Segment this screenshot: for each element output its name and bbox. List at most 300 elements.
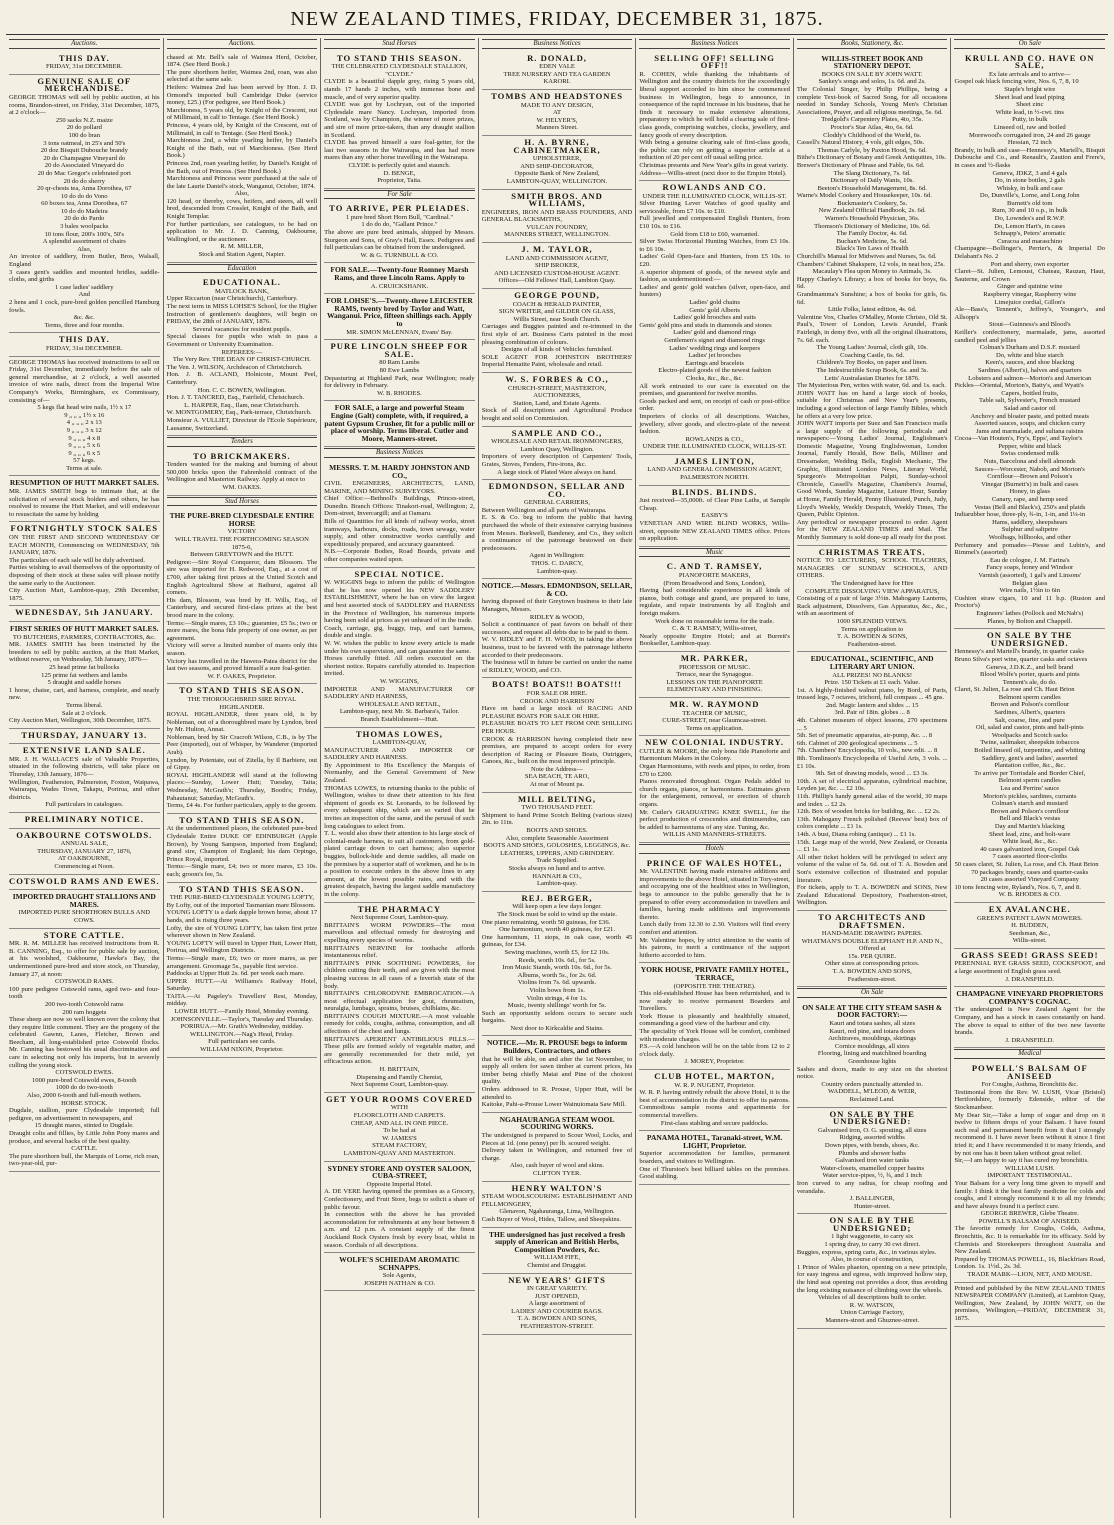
ad-line: Putty, in bulk <box>1012 116 1048 124</box>
ad-line: Lambton Quay, Wellington. <box>520 445 594 453</box>
ad-line: CIVIL ENGINEERS, ARCHITECTS, LAND, MARINE, AND MINING SURVEYORS. <box>324 480 475 495</box>
advertisement <box>9 729 160 745</box>
ad-line: Manners Street. <box>536 124 578 132</box>
ad-line: 7 cases assorted floor-cloths <box>992 853 1067 861</box>
ad-line: First-class stabling and secure paddocks. <box>660 1119 769 1127</box>
advertisement <box>639 1070 790 1131</box>
ad-line: Cassell's Natural History, 4 vols, gilt edges, 50s. <box>796 139 925 147</box>
ad-line: Hunter-street. <box>854 1202 891 1210</box>
ad-line: The favorite remedy for Coughs, Colds, Asthma, Bronchitis, &c. It is remarkable for its efficacy. Sold by Chemists and Storekeepers throughout Australia and New Zealand. <box>954 1225 1106 1256</box>
ad-line: 120 head, or thereby, cows, heifers, and steers, all well bred, descended from Crosslet, Knight of the Bath, and Knight Templar. <box>166 197 318 221</box>
ad-line: My Dear Sir,—Take a lump of sugar and drop on it twelve to fifteen drops of your Balsam. I have found such real and permanent benefit from it that I strongly recommend it. I have never been without it since I first tried it; and I have recommended it to many friends, and by not one has it been taken without great relief. <box>954 1111 1106 1157</box>
advertisement <box>167 450 318 496</box>
ad-line: Saddlery, gent's and ladies', assorted <box>981 754 1078 762</box>
ad-heading: ON SALE BY THE UNDERSIGNED: <box>829 1108 915 1127</box>
ad-line: Whisky, in bulk and case <box>996 184 1063 192</box>
ad-heading: FOR SALE.—Twenty-four Romney Marsh Rams, and three Lincoln Rams. Apply to <box>330 265 469 283</box>
ad-line: WADDELL, M'LEOD, & WEIR, <box>828 1088 917 1096</box>
ad-line: 10 do do do Vono <box>60 192 108 200</box>
ad-line: Carriages and Buggies painted and re-trimmed in the first style of art. Business Carts painted in the most pleasing combination of colours. <box>481 323 633 346</box>
ad-line: Ladies' and gents' gold watches (silver, open-face, and hunters) <box>639 283 790 299</box>
ad-line: LESSONS ON THE PIANOFORTE <box>666 678 763 686</box>
ad-line: Music, twenty shillings' worth for 5s. <box>507 1002 607 1010</box>
advertisement <box>482 1228 633 1274</box>
ad-heading: H. A. BYRNE, CABINETMAKER, <box>513 136 601 155</box>
ad-line: Ale—Bass's, Tennent's, Jeffrey's, Younger's, and Allsopp's <box>954 306 1106 321</box>
ad-line: MANNERS STREET, WELLINGTON. <box>504 231 610 239</box>
advertisement <box>639 963 790 1070</box>
ad-line: 25 head prime fat bullocks <box>49 663 120 671</box>
advertisement <box>167 814 318 883</box>
ad-line: TO BUTCHERS, FARMERS, CONTRACTORS, &c. <box>12 633 156 641</box>
ad-line: Between Wellington and all parts of Wairarapa. <box>481 506 607 514</box>
ad-line: Burnett's old tom <box>1007 199 1053 207</box>
ad-line: 20 qr-chests tea, Anna Dorothea, 67 <box>37 185 132 193</box>
ad-line: CLYDE is a beautiful dapple grey, rising 5 years old, stands 17 hands 2 inches, with immense bone and muscle, and of very superior quality. <box>324 78 475 101</box>
ad-line: Pianos renovated throughout. Organ Pedals added to church organs, pianos, or harmoniums. Estimates given for the enlargement, removal, or erection of church organs. <box>639 778 790 809</box>
ad-line: 9 „ „ „ 4 x 8 <box>68 434 101 442</box>
ad-line: CHEAP, AND ALL IN ONE PIECE. <box>350 1119 449 1127</box>
advertisement <box>9 813 160 829</box>
ad-line: Sankey's songs and solos, 1s. 6d. and 2s. <box>818 78 926 86</box>
ad-line: Galvanised iron water tanks <box>835 1157 910 1165</box>
ad-line: D. BENGE, <box>383 169 416 177</box>
ad-line: YOUNG LOFTY is a dark dapple brown horse, about 17 hands, and is rising three years. <box>166 909 318 924</box>
ad-line: Solicit a continuance of past favors on behalf of their successors, and request all debts due to be paid to them. <box>481 621 633 636</box>
ad-line: To arrive per Torrisdale and Border Chief, <box>974 769 1086 777</box>
ad-line: NOTICE TO LECTURERS, SCHOOL TEACHERS, MANAGERS OF SUNDAY SCHOOLS, AND OTHERS. <box>796 557 948 580</box>
ad-line: Keiller's confectionery, marmalade, jams, assorted candied peel and jellies <box>954 328 1106 344</box>
ad-line: Gents' gold Alberts <box>689 306 740 314</box>
advertisement <box>482 1274 633 1335</box>
ad-line: Plantation coffee, &c., &c. <box>994 762 1066 770</box>
ad-line: Gentlemen's signet and diamond rings <box>664 336 765 344</box>
ad-heading: IMPORTED DRAUGHT STALLIONS AND MARES. <box>12 892 156 909</box>
ad-line: CROOK & HARRISON having completed their new premises, are prepared to accept orders for every description of Racing or Pleasure Boats, Outriggers, Canoes, &c., built on the most improved principle. <box>481 735 633 766</box>
advertisement <box>639 857 790 964</box>
ad-line: 70 packages brandy, cases and quarter-casks <box>971 868 1089 876</box>
ad-line: Lyndon, by Potentate, out of Zitella, by Il Barbiere, out of Gipsy. <box>166 756 318 772</box>
ad-line: REFEREES:— <box>221 348 263 356</box>
ad-line: Architraves, mouldings, skirtings <box>828 1035 917 1043</box>
ad-line: HORSE STOCK. <box>61 1099 108 1107</box>
ad-line: One of Thurston's best billiard tables on the premises. Good stabling. <box>639 1165 790 1181</box>
ad-line: The next term in MISS LOHSE'S School, for the Higher Instruction of gentlemen's daughters, will begin on FRIDAY, the 28th of JANUARY, 1876. <box>166 303 318 326</box>
ad-line: Plumbs and shower baths <box>838 1149 906 1157</box>
section-heading: Business Notices <box>324 448 475 458</box>
ad-heading: TO STAND THIS SEASON. <box>179 685 305 696</box>
ad-line: Buggies, express, spring carts, &c., in various styles. <box>796 1248 937 1256</box>
ad-line: Limejuice cordial, Gillon's <box>994 298 1066 306</box>
ad-line: Gold from £18 to £60, warranted. <box>670 230 760 238</box>
ad-line: Chemist and Druggist. <box>527 1261 587 1269</box>
ad-line: UPHOLSTERER, <box>532 155 582 163</box>
ad-line: Hessian, 72 inch <box>1007 139 1052 147</box>
ad-line: TREE NURSERY AND TEA GARDEN <box>503 70 611 78</box>
ad-line: Do, Lowndes's and R.W.P. <box>994 215 1065 223</box>
ad-line: Violin bows from 1s. <box>529 986 585 994</box>
ad-line: Boiled linseed oil, turpentine, and whiting <box>974 747 1086 755</box>
ad-heading: MR. W. RAYMOND <box>669 698 760 709</box>
ad-line: Fancy soaps, honey and Windsor <box>986 564 1074 572</box>
ad-line: 1 Prince of Wales phaeton, opening on a new principle, for easy ingress and egress, with improved hollow step, the hind seat opening out provides a door, thus avoiding the long existing nuisance of climbing over the wheels. <box>796 1263 948 1294</box>
advertisement <box>482 793 633 892</box>
ad-line: TAITA.—At Pageley's Travellers' Rest, Monday, midday. <box>166 992 318 1008</box>
ad-line: 1000 pure-bred Cotswold ewes, 8-tooth <box>32 1076 137 1084</box>
ad-line: 15s. PER QUIRE. <box>848 952 897 960</box>
ad-line: 4th. Cabinet museum of object lessons, 270 specimens ... 5 <box>796 717 948 732</box>
ad-line: Chief Office:—Bethnoll's Buildings, Princes-street, Dunedin. Branch Offices: Tinakori-road, Wellington; 2, Dom-street, Invercargill; and at Oamaru. <box>324 495 475 518</box>
ad-line: THOS. C. DARCY, <box>530 560 584 568</box>
ad-line: BOOKS ON SALE BY JOHN WATT. <box>821 70 923 78</box>
ad-line: 8th. Tomlinson's Encyclopedia of Useful Arts, 3 vols. ... £1 10s. <box>796 755 948 770</box>
ad-line: Sole Agents, <box>382 1272 417 1280</box>
ad-line: Terrace, near the Synagogue. <box>676 671 753 679</box>
ad-heading: NEW COLONIAL INDUSTRY. <box>645 737 785 748</box>
ad-line: Cornflour—Brown and Polson's <box>987 473 1073 481</box>
ad-line: W. WIGGINS, <box>379 677 419 685</box>
ad-line: Down pipes, with bends, shoes, &c. <box>824 1141 920 1149</box>
ad-line: Full jewelled and compensated English Hunters, from £10 10s. to £16. <box>639 215 790 231</box>
ad-line: 1000 do do two-tooth <box>55 1084 113 1092</box>
ad-line: These sheep are now so well known over the colony that they require little comment. They are the progeny of the celebrated Gawnn, Lanes, Fletcher, Brown and Beecham, all long-established prize Cotswold flocks. Mr. Canning has bestowed his usual discrimination and care in selecting not only his imports, but in severely culling the young stock. <box>9 1016 160 1069</box>
ad-line: To be had at <box>383 1127 416 1135</box>
ad-heading: ON SALE BY THE UNDERSIGNED; <box>829 1215 915 1233</box>
ad-line: Depasturing at Highland Park, near Wellington; ready for delivery in February. <box>324 374 475 390</box>
ad-line: TEACHER OF MUSIC, <box>682 709 747 717</box>
ad-line: Happy Charley's Library; a box of books for boys, 6s. 6d. <box>796 275 948 291</box>
section-heading: Stud Horses <box>324 39 475 49</box>
ad-line: BRITTAIN'S NERVINE for toothache affords instantaneous relief. <box>324 944 475 960</box>
advertisement <box>954 629 1105 903</box>
ad-line: 5 draught and saddle horses <box>47 679 121 687</box>
ad-line: Also, complete Seasonable Assortment <box>505 834 609 842</box>
ad-line: Hennessy's and Martell's brandy, in quarter casks <box>954 648 1085 656</box>
ad-line: Ladies' gold brooches and suits <box>673 314 756 322</box>
ad-line: YOUNG LOFTY will travel in Upper Hutt, Lower Hutt, Porirua, and Wellington Districts. <box>166 939 318 955</box>
ad-line: COTSWOLD EWES. <box>55 1069 114 1077</box>
ad-heading: ON SALE AT THE CITY STEAM SASH & DOOR FACTORY:— <box>802 1002 943 1020</box>
ad-line: Sir,—I am happy to say it has cured my bronchitis. <box>954 1157 1089 1165</box>
advertisement <box>9 929 160 1172</box>
ad-line: 3 tons oatmeal, in 25's and 50's <box>43 139 126 147</box>
ad-line: Do, Lemon Hart's, in cases <box>994 222 1066 230</box>
ad-line: A large assortment of <box>528 1300 586 1308</box>
ad-line: By Appointment to His Excellency the Marquis of Normanby, and the General Government of New Zealand. <box>324 761 475 785</box>
ad-line: Swiss condensed milk <box>1000 450 1060 458</box>
ad-line: Importers of clocks of all descriptions. Watches, jewellery, silver goods, and electro-plate of the newest fashion. <box>639 412 790 436</box>
ad-line: THE PURE-BRED CLYDESDALE YOUNG LOFTY, <box>169 894 314 902</box>
ad-line: EASBY'S <box>701 512 728 520</box>
ad-line: The above are pure bred animals, shipped by Messrs. Sturgeon and Sons, of Gray's Hall, Essex. Pedigrees and full particulars can be obtained from the undersigned. <box>324 229 475 252</box>
ad-line: The undersigned is New Zealand Agent for the Company, and has a stock in cases constantly on hand. The above is equal to either of the two new favorite brands. <box>954 1006 1106 1037</box>
ad-line: Children's Toy Books, on paper and linen. <box>816 359 928 367</box>
ad-line: LAMBTON-QUAY, WELLINGTON. <box>506 177 608 185</box>
ad-line: Bills of Quantities for all kinds of railway works, street tramways, harbours, docks, roads, town sewage, water supply, and other constructive works carefully and expeditiously prepared, and accuracy guaranteed. <box>324 518 475 548</box>
ad-line: Horses carefully fitted. All orders executed on the shortest notice. Repairs carefully attended to. Inspection invited. <box>324 655 475 678</box>
ad-line: The Ven. J. WILSON, Archdeacon of Christchurch. <box>166 363 303 371</box>
ad-line: UNDER THE ILLUMINATED CLOCK, WILLIS-ST. <box>642 443 787 451</box>
ad-line: ROYAL HIGHLANDER, three years old, is by Nobleman, out of a thoroughbred mare by Lyndon, bred by Mr. Hulton, Annat. <box>166 711 318 734</box>
ad-line: Cocoa—Van Houten's, Fry's, Epps', and Taylor's <box>954 435 1083 443</box>
ad-line: FLOORCLOTH AND CARPETS. <box>353 1112 446 1119</box>
advertisement <box>639 560 790 652</box>
advertisement <box>639 52 790 182</box>
ad-line: Chambers' Cabinet Shakspere, 12 vols, in neat box, 25s. <box>796 260 945 268</box>
ad-line: Draught colts and fillies, by Little John Pony mares and produce, and several hacks of the best quality. <box>9 1130 160 1145</box>
ad-line: Consisting of a pair of large 3½in. Mahogany Lanterns, Rack adjustment, Dissolvers, Gas Apparatus, &c., &c., with an assortment of <box>796 595 948 618</box>
ad-line: Tredgold's Carpentery Plates, 4to, 35s. <box>821 116 924 124</box>
advertisement <box>797 1214 948 1328</box>
advertisement <box>9 357 160 477</box>
ad-line: Ladies' Gold Open-face and Hunters, from £5 10s. to £20. <box>639 253 790 269</box>
ad-line: 12th. Box of wooden bricks for building, &c. ... £2 2s. <box>796 808 941 816</box>
ad-line: For tickets, apply to T. A. BOWDEN and SONS, New Zealand Educational Depository, Featherston-street, Wellington. <box>796 884 948 907</box>
ad-line: T. A. BOWDEN AND SONS, <box>517 1315 597 1323</box>
ad-line: Brandy, in bulk and case—Hennessy's, Martell's, Bisquit Dubouche and Co., and Renault's, Zaution and Frere's, in cases and ½-flasks <box>954 146 1106 169</box>
ad-line: WITH <box>390 1104 409 1112</box>
ad-line: Lobsters and salmon—Morton's and American <box>968 374 1092 382</box>
ad-line: Violin strings, 4 for 1s. <box>526 994 588 1002</box>
ad-line: Terms on application. <box>685 724 744 732</box>
ad-line: FEATHERSTON-STREET. <box>520 1323 594 1331</box>
ad-line: CLYDE was got by Lochryan, out of the imported Clydesdale mare Nancy. Lochryan, imported from Scotland, was by Champion, the winner of more prizes, and sire of more prize-takers, than any draught stallion in Scotland. <box>324 101 475 139</box>
ad-line: Work done on reasonable terms for the trade. <box>655 617 775 625</box>
ad-line: Engineers' lathes (Pollock and McNab's) <box>976 609 1084 617</box>
ad-line: Belmont sperm candles <box>998 693 1061 701</box>
ad-line: POWELL'S BALSAM OF ANISEED. <box>978 1217 1081 1225</box>
section-heading: Music <box>639 548 790 558</box>
ad-line: ALL PRIZES! NO BLANKS! <box>832 671 913 679</box>
advertisement <box>954 1062 1105 1283</box>
ad-line: The Family Doctor, 4s. 6d. <box>836 230 908 238</box>
advertisement <box>9 622 160 729</box>
ad-line: One piano remaining, worth 50 guineas, for £36. <box>481 918 611 926</box>
column-5 <box>636 38 794 1518</box>
ad-line: Salt, coarse, fine, and pure <box>994 716 1065 724</box>
ad-line: With being a genuine clearing sale of first-class goods, the public can rely on getting a superior article at a reduction of 20 per cent off usual selling price. <box>639 139 790 162</box>
ad-line: Stock and Station Agent, Napier. <box>198 251 286 259</box>
ad-line: Buckmaster's Cookery, 5s. <box>837 199 908 207</box>
ad-line: 3 bales woolpacks <box>60 223 109 231</box>
ad-line: H. BUDDEN, <box>1011 922 1049 930</box>
ad-line: Parties wishing to avail themselves of the opportunity of disposing of their stock at these sales will please notify the same early to the Auctioneer. <box>9 564 160 587</box>
ad-line: The Stock must be sold to wind up the estate. <box>497 910 617 918</box>
ad-line: BOOTS AND SHOES. <box>526 827 588 835</box>
ad-line: 10 tons flour, 200's 100's, 50's <box>44 230 124 238</box>
ad-line: Stocks always on hand and to arrive. <box>508 865 606 872</box>
ad-line: CUTLER & MOORE, the only bona fide Pianoforte and Harmonium Makers in the Colony. <box>639 747 790 763</box>
ad-line: Cash Buyer of Wool, Hides, Tallow, and Sheepskins. <box>481 1215 621 1223</box>
ad-line: Grandmamma's Sunshine; a box of books for girls, 6s. 6d. <box>796 291 948 306</box>
ad-line: chased at Mr. Bell's sale of Waimea Herd, October, 1874. (See Herd Book.) <box>166 53 318 69</box>
ad-line: BRITTAIN'S CHLORODYNE EMBROCATION.—A most effectual application for gout, rheumatism, neuralgia, lumbago, sprains, bruises, chilblains, &c. <box>324 990 475 1013</box>
advertisement <box>797 911 948 987</box>
section-heading: Hotels <box>639 844 790 854</box>
ad-line: MR. JAMES SMITH has been instructed by the breeders to sell by public auction, at the Hutt Market, without reserve, on Wednesday, 5th January, 1876— <box>9 641 160 664</box>
ad-line: Buchan's Medicine, 5s. 6d. <box>836 237 908 245</box>
ad-line: TRADE MARK—LION, NET, AND MOUSE. <box>967 1271 1093 1279</box>
ad-heading: WEDNESDAY, 5th JANUARY. <box>15 607 154 618</box>
ad-line: Featherston-street. <box>847 975 897 983</box>
ad-line: STEAM FACTORY, <box>372 1142 427 1150</box>
advertisement <box>167 509 318 684</box>
ad-line: Glenavon, Ngahauranga, Lima, Wellington. <box>499 1208 615 1216</box>
ad-line: J. BALLINGER, <box>849 1195 895 1203</box>
advertisement <box>797 1108 948 1215</box>
ad-heading: PANAMA HOTEL, Taranaki-street, W.M. LIGHT, Proprietor. <box>646 1133 783 1150</box>
ad-line: GREEN'S PATENT LAWN MOWERS. <box>977 914 1083 922</box>
ad-heading: COTSWOLD RAMS AND EWES. <box>9 875 160 886</box>
ad-line: 20 cases assorted Vineyard Company <box>980 876 1079 884</box>
ad-line: Ladies' wedding rings and keepers <box>669 344 761 352</box>
advertisement <box>639 181 790 455</box>
ad-line: The Young Ladies' Journal, cloth gilt, 10s. <box>816 344 928 352</box>
ad-line: MATLOCK BANK, <box>214 287 269 295</box>
ad-heading: THE undersigned has just received a fresh supply of American and British Herbs, Composition Powders, &c. <box>489 1229 626 1254</box>
ad-line: Seedsman, &c., <box>1009 929 1051 937</box>
ad-line: MADE TO ANY DESIGN, <box>520 101 594 109</box>
ad-line: Terms:—Single mares, £3 10s.; guarantee, £5 5s.; two or more mares, the bona fide property of one owner, as per agreement. <box>166 619 318 642</box>
section-heading: Books, Stationery, &c. <box>797 39 948 49</box>
ad-heading: WOLFE'S SCHIEDAM AROMATIC SCHNAPPS. <box>339 1255 460 1272</box>
ad-line: J. MOREY, Proprietor. <box>684 1058 745 1066</box>
ad-heading: EDUCATIONAL. <box>202 277 281 288</box>
ad-line: Black's Ten Laws of Health <box>835 245 909 253</box>
ad-line: BRITTAIN'S APERIENT ANTIBILIOUS PILLS.—These pills are formed solely of vegetable matter, and are generally recommended for their mild, yet efficacious action. <box>324 1035 475 1066</box>
ad-line: 1 case ladies' saddlery <box>55 283 114 291</box>
ad-line: Greenhouse lights <box>848 1058 897 1065</box>
ad-line: Dispensing and Family Chemist, <box>356 1073 443 1081</box>
advertisement <box>797 546 948 653</box>
ad-line: The Indestructible Scrap Book, 6s. and 3s. <box>816 366 929 374</box>
ad-line: For Coughs, Asthma, Bronchitis &c. <box>981 1081 1079 1089</box>
ad-line: WHOLESALE AND RETAIL IRONMONGERS, <box>491 438 623 446</box>
ad-line: SOLE AGENT FOR JOHNSTON BROTHERS' Imperial Hematite Paint, wholesale and retail. <box>481 353 633 369</box>
ad-line: 1000 SPLENDID VIEWS. <box>836 617 908 625</box>
ad-line: Linseed oil, raw and boiled <box>993 123 1066 131</box>
ad-line: Violins from 7s. 6d. upwards. <box>517 979 597 987</box>
ad-line: CHURCH-STREET, MASTERTON, <box>507 384 607 392</box>
ad-heading: CHRISTMAS TREATS. <box>818 546 926 557</box>
ad-line: Hon. J. B. ACLAND, Holnicote, Mount Peel, Canterbury. <box>166 371 318 386</box>
ad-line: LADIES' AND COURIER BAGS. <box>511 1307 603 1315</box>
ad-line: Iron Music Stands, worth 10s. 6d., for 5s. <box>502 964 612 972</box>
ad-heading: JAMES LINTON, <box>674 455 755 466</box>
ad-line: Terms:—Single mare, £6; two or more mares, as per arrangement. Groomage 5s., payable first service. <box>166 954 318 970</box>
ad-line: Albums, worth 5s., for 2s. 6d. <box>517 971 597 979</box>
ad-line: Offices—Old Fellows' Hall, Lambton Quay. <box>498 277 616 285</box>
ad-line: Colman's Durham and D.S.F. mustard <box>979 344 1080 352</box>
ad-line: LOWER HUTT.—Family Hotel, Monday evening. <box>174 1008 310 1016</box>
ad-line: L. HARPER, Esq., Ilam, near Christchurch. <box>184 401 300 409</box>
ad-heading: BLINDS. BLINDS. <box>671 486 758 497</box>
ad-line: BOOTS AND SHOES, GOLOSHES, LEGGINGS, &c. <box>483 842 631 850</box>
advertisement <box>482 243 633 289</box>
ad-heading: THE PHARMACY <box>357 903 442 914</box>
section-heading: Business Notices <box>639 39 790 49</box>
masthead-rule <box>6 34 1108 35</box>
ad-line: Upper Riccarton (near Christchurch), Canterbury. <box>166 295 298 303</box>
ad-line: Morton's pickles, sardines, currants <box>983 792 1077 800</box>
ad-line: WHOLESALE AND RETAIL, <box>358 700 441 708</box>
ad-line: Goods packed and sent, on receipt of cash or post-office order. <box>639 397 790 413</box>
ad-line: ANNUAL SALE, <box>60 840 108 848</box>
ad-line: Next Supreme Court, Lambton-quay. <box>350 1081 449 1089</box>
advertisement <box>797 652 948 911</box>
section-heading: For Sale <box>324 190 475 200</box>
ad-line: 15th. Large map of the world, New Zealand, or Oceania ... £1 1s. <box>796 838 948 854</box>
ad-line: Raspberry vinegar, Raspberry wine <box>983 291 1077 298</box>
ad-heading: WILLIS-STREET BOOK AND STATIONERY DEPOT. <box>821 53 923 71</box>
advertisement <box>9 829 160 875</box>
ad-line: BRITTAIN'S COUGH MIXTURE.—A most valuable remedy for colds, coughs, asthma, consumption, and all affections of the chest and lungs. <box>324 1012 475 1036</box>
ad-line: T. A. BOWDEN & SONS, <box>836 633 908 641</box>
ad-line: Terms, three and four months. <box>44 321 124 329</box>
ad-heading: SELLING OFF! SELLING OFF!! <box>654 52 775 71</box>
ad-line: Next Supreme Court, Lambton-quay. <box>350 914 449 922</box>
ad-line: W. B. RHODES & CO. <box>998 891 1061 899</box>
ad-line: SIGN WRITER, and GILDER ON GLASS, <box>498 308 616 316</box>
ad-line: Silver Hunting Lever Watches of good quality and serviceable, from £7 10s. to £10. <box>639 200 790 215</box>
ad-heading: TO STAND THIS SEASON. <box>336 52 462 63</box>
ad-line: Have on hand a large stock of RACING AND PLEASURE BOATS FOR SALE OR HIRE. <box>481 705 633 720</box>
ad-line: JOHN WATT imports per Suez and San Francisco mails a large supply of the following periodicals and newspapers:—Young Ladies' Journal, Englishman's Domestic Magazine, Young Englishwoman, London Journal, Family Herald, Bow Bells, Milliner and Dressmaker, Wedding Bells, English Mechanic, The Graphic, Illustrated London News, Literary World, Spurgeon's Metropolitan Pulpit, Sunday-school Chronicle, Cassell's Magazine, Chambers's Journal, Good Words, Sunday Magazine, Leisure Hour, Sunday at Home, Family Herald, Penny Illustrated, Punch, Judy, Lloyd's Weekly, Weekly Despatch, Weekly Times, The Queen, Public Opinion. <box>796 420 948 519</box>
ad-line: Country orders punctually attended to. <box>821 1080 923 1088</box>
ad-line: Reclaimed Land. <box>849 1095 895 1103</box>
ad-line: Water service-pipes, ½, ¾, and 1 inch <box>822 1172 922 1180</box>
ad-line: MR. SIMON McLENNAN, Evans' Bay. <box>346 328 453 336</box>
ad-heading: TO BRICKMAKERS. <box>193 450 291 461</box>
ad-line: ELEMENTARY AND FINISHING. <box>666 686 763 694</box>
ad-line: An invoice of saddlery, from Butler, Bros, Walsall, England <box>9 253 160 269</box>
ad-line: 1 spring dray, to carry 30 cwt direct. <box>824 1241 921 1249</box>
ad-line: York House is pleasantly and healthfully situated, commanding a good view of the harbour and city. <box>639 1012 790 1028</box>
ad-line: The Very Rev. THE DEAN OF CHRIST-CHURCH. <box>172 356 311 364</box>
ad-line: By Lofty, out of the imported Tasmanian mare Blossom. <box>166 901 316 909</box>
ad-line: Union Carriage Factory, <box>840 1309 905 1317</box>
ad-heading: TO STAND THIS SEASON. <box>179 814 305 825</box>
ad-line: Staple's bright wire <box>1004 85 1056 93</box>
ad-line: Opposite Imperial Hotel. <box>366 1180 433 1188</box>
ad-heading: GRASS SEED! GRASS SEED! <box>961 949 1099 960</box>
ad-line: Manners-street and Ghuznee-street. <box>825 1317 920 1324</box>
section-heading: Auctions. <box>167 39 318 49</box>
ad-line: Prepared by THOMAS POWELL, 16, Blackfriars Road, London. 1s. 1½d., 2s. 3d. <box>954 1255 1106 1271</box>
ad-line: Warren's Household Physician, 36s. <box>824 215 920 223</box>
ad-line: Shipment to hand Prime Scotch Belting (various sizes) 2in. to 11in. <box>481 811 633 827</box>
ad-line: Mr. Cutler's GRADUATING KNEE SWELL, for the perfect production of crescendos and diminuendos, can be added to harmoniums of any size. Tuning, &c. <box>639 808 790 831</box>
ad-line: J. DRANSFIELD. <box>1005 975 1055 983</box>
ad-line: Day and Martin's blacking <box>994 822 1065 830</box>
column-2 <box>164 38 322 1518</box>
advertisement <box>324 728 475 903</box>
ad-line: VICTORY <box>227 528 257 536</box>
ad-line: 5th. Set of pneumatic apparatus, air-pump, &c. ... 8 <box>796 732 933 740</box>
ad-line: Ladies' jet brooches <box>688 352 741 360</box>
ad-line: Designs of all kinds of Vehicles furnished. <box>501 346 613 354</box>
ad-line: W. W. wishes the public to know every article is made under his own supervision, and can guarantee the same. <box>324 639 475 655</box>
advertisement <box>324 263 475 294</box>
ad-line: Champagne—Bollinger's, Perrier's, & Imperial Do Delabant's No. 2 <box>954 245 1106 261</box>
ad-heading: STORE CATTLE. <box>43 929 125 940</box>
ad-line: City Auction Mart, Lambton-quay, 29th December, 1875. <box>9 587 160 602</box>
advertisement <box>9 52 160 75</box>
ad-line: For further particulars, see catalogues, to be had on application to Mr. J. D. Canning, Oakbourne, Wallingford, or the auctioneer. <box>166 220 318 243</box>
ad-line: Nuts, Barcelona and shell almonds <box>983 458 1076 466</box>
ad-line: Full particulars see cards. <box>208 1038 276 1046</box>
ad-line: Letts' Australasian Diaries for 1876. <box>824 374 920 382</box>
